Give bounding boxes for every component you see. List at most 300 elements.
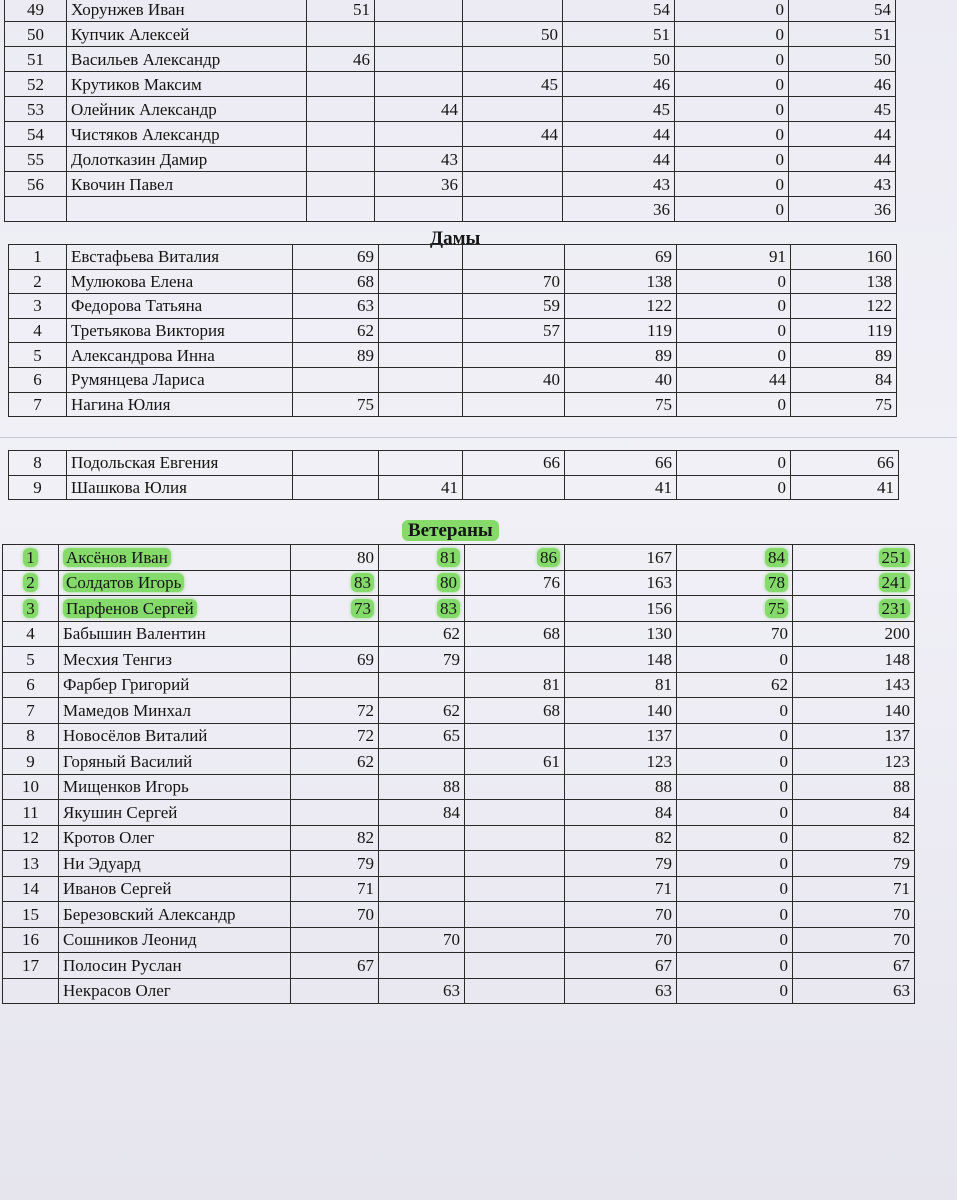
cell-no: 56 [5,172,67,197]
cell-bonus: 0 [675,22,789,47]
table-row [3,800,915,826]
cell-c2: 63 [379,978,465,1004]
cell-c3 [465,825,565,851]
cell-bonus: 0 [675,72,789,97]
table-row [5,47,896,72]
cell-c1: 62 [293,318,379,343]
cell-name: Александрова Инна [67,343,293,368]
cell-c2: 80 [379,570,465,596]
cell-sum: 138 [565,269,677,294]
cell-sum: 46 [563,72,675,97]
cell-c3 [465,953,565,979]
table-row [3,825,915,851]
cell-bonus: 0 [675,172,789,197]
cell-c1 [291,774,379,800]
cell-c3 [465,876,565,902]
cell-no: 5 [9,343,67,368]
cell-sum: 119 [565,318,677,343]
cell-bonus: 0 [677,647,793,673]
cell-sum: 40 [565,367,677,392]
table-row [9,392,897,417]
table-row [9,318,897,343]
cell-c2: 79 [379,647,465,673]
cell-c3 [465,647,565,673]
cell-c1 [307,72,375,97]
cell-total: 54 [789,0,896,22]
cell-sum: 71 [565,876,677,902]
cell-no: 52 [5,72,67,97]
cell-name: Кротов Олег [59,825,291,851]
cell-bonus: 0 [677,774,793,800]
cell-total: 50 [789,47,896,72]
cell-name [67,197,307,222]
cell-name: Ни Эдуард [59,851,291,877]
cell-name: Федорова Татьяна [67,294,293,319]
cell-sum: 81 [565,672,677,698]
cell-no: 3 [9,294,67,319]
cell-total: 82 [793,825,915,851]
cell-name: Аксёнов Иван [59,545,291,571]
cell-bonus: 0 [677,451,791,476]
cell-total: 119 [791,318,897,343]
cell-c3: 50 [463,22,563,47]
cell-c2: 83 [379,596,465,622]
cell-name: Новосёлов Виталий [59,723,291,749]
cell-c2: 62 [379,698,465,724]
table-row [3,851,915,877]
table-row [3,902,915,928]
cell-bonus: 0 [677,851,793,877]
cell-no: 15 [3,902,59,928]
cell-bonus: 0 [677,927,793,953]
cell-bonus: 0 [677,723,793,749]
cell-total: 43 [789,172,896,197]
cell-no: 14 [3,876,59,902]
cell-sum: 67 [565,953,677,979]
cell-no: 3 [3,596,59,622]
cell-sum: 54 [563,0,675,22]
cell-c2 [379,392,463,417]
cell-name: Шашкова Юлия [67,475,293,500]
table-row [5,97,896,122]
cell-total: 138 [791,269,897,294]
cell-c2 [379,953,465,979]
cell-total: 67 [793,953,915,979]
cell-sum: 70 [565,902,677,928]
cell-c3: 76 [465,570,565,596]
cell-sum: 123 [565,749,677,775]
cell-bonus: 0 [677,876,793,902]
cell-name: Долотказин Дамир [67,147,307,172]
cell-c3: 86 [465,545,565,571]
cell-sum: 156 [565,596,677,622]
cell-c1 [291,621,379,647]
cell-c2 [379,318,463,343]
cell-c2: 41 [379,475,463,500]
cell-name: Квочин Павел [67,172,307,197]
table-row [3,647,915,673]
cell-c1: 69 [293,245,379,270]
cell-c3 [465,723,565,749]
cell-c1: 83 [291,570,379,596]
table-row [3,672,915,698]
cell-bonus: 0 [675,197,789,222]
cell-c3: 45 [463,72,563,97]
cell-c2: 43 [375,147,463,172]
results-table-veterans [2,544,915,1004]
cell-c3 [465,800,565,826]
cell-sum: 70 [565,927,677,953]
cell-sum: 82 [565,825,677,851]
table-row [5,72,896,97]
table-row [3,698,915,724]
cell-total: 160 [791,245,897,270]
cell-sum: 63 [565,978,677,1004]
cell-sum: 41 [565,475,677,500]
cell-total: 251 [793,545,915,571]
cell-sum: 140 [565,698,677,724]
cell-name: Румянцева Лариса [67,367,293,392]
cell-no: 11 [3,800,59,826]
cell-name: Олейник Александр [67,97,307,122]
results-table-top [4,0,896,222]
cell-total: 46 [789,72,896,97]
cell-total: 122 [791,294,897,319]
cell-c3: 59 [463,294,565,319]
cell-no [3,978,59,1004]
cell-total: 44 [789,122,896,147]
cell-c1: 69 [291,647,379,673]
cell-sum: 122 [565,294,677,319]
cell-c3 [463,245,565,270]
cell-c2 [379,367,463,392]
cell-c2 [379,902,465,928]
cell-total: 70 [793,902,915,928]
cell-c2 [379,749,465,775]
cell-bonus: 84 [677,545,793,571]
cell-c2: 88 [379,774,465,800]
cell-c3: 57 [463,318,565,343]
table-row [3,570,915,596]
cell-no [5,197,67,222]
cell-name: Месхия Тенгиз [59,647,291,673]
cell-c2: 81 [379,545,465,571]
cell-no: 17 [3,953,59,979]
page-fold [0,437,957,438]
table-row [5,122,896,147]
cell-no: 50 [5,22,67,47]
cell-total: 123 [793,749,915,775]
cell-total: 231 [793,596,915,622]
cell-total: 51 [789,22,896,47]
cell-total: 75 [791,392,897,417]
cell-c1 [307,197,375,222]
cell-c3 [463,147,563,172]
cell-no: 9 [9,475,67,500]
cell-c2 [375,72,463,97]
cell-c3 [463,97,563,122]
cell-no: 1 [9,245,67,270]
cell-sum: 45 [563,97,675,122]
cell-name: Бабышин Валентин [59,621,291,647]
cell-c1: 62 [291,749,379,775]
cell-no: 1 [3,545,59,571]
cell-bonus: 0 [677,749,793,775]
cell-bonus: 0 [675,122,789,147]
cell-name: Фарбер Григорий [59,672,291,698]
cell-sum: 44 [563,147,675,172]
cell-bonus: 0 [675,147,789,172]
cell-bonus: 0 [675,47,789,72]
cell-total: 70 [793,927,915,953]
cell-bonus: 0 [677,475,791,500]
cell-sum: 75 [565,392,677,417]
cell-total: 148 [793,647,915,673]
cell-c3 [465,902,565,928]
cell-name: Солдатов Игорь [59,570,291,596]
cell-bonus: 70 [677,621,793,647]
cell-bonus: 0 [675,0,789,22]
cell-no: 51 [5,47,67,72]
cell-c1: 67 [291,953,379,979]
cell-bonus: 0 [677,698,793,724]
table-row [3,545,915,571]
table-row [9,475,899,500]
cell-c1 [291,978,379,1004]
cell-name: Мищенков Игорь [59,774,291,800]
cell-c2 [379,876,465,902]
cell-name: Евстафьева Виталия [67,245,293,270]
cell-c3 [465,596,565,622]
cell-total: 241 [793,570,915,596]
cell-name: Некрасов Олег [59,978,291,1004]
cell-name: Крутиков Максим [67,72,307,97]
table-row [9,294,897,319]
table-row [3,927,915,953]
cell-c3: 81 [465,672,565,698]
cell-no: 9 [3,749,59,775]
cell-name: Нагина Юлия [67,392,293,417]
table-row [9,269,897,294]
cell-total: 41 [791,475,899,500]
table-row [3,621,915,647]
cell-c3: 70 [463,269,565,294]
cell-c2: 84 [379,800,465,826]
cell-no: 49 [5,0,67,22]
cell-sum: 51 [563,22,675,47]
cell-name: Полосин Руслан [59,953,291,979]
cell-total: 88 [793,774,915,800]
cell-sum: 163 [565,570,677,596]
cell-total: 71 [793,876,915,902]
table-row [5,172,896,197]
cell-c1: 73 [291,596,379,622]
cell-name: Сошников Леонид [59,927,291,953]
table-row [3,749,915,775]
cell-sum: 69 [565,245,677,270]
cell-c3: 66 [463,451,565,476]
cell-total: 84 [791,367,897,392]
cell-c3 [463,197,563,222]
cell-no: 55 [5,147,67,172]
cell-c2: 62 [379,621,465,647]
cell-c3 [465,978,565,1004]
cell-total: 143 [793,672,915,698]
cell-sum: 50 [563,47,675,72]
cell-c2 [379,851,465,877]
results-table-ladies-continued [8,450,899,500]
cell-c1: 46 [307,47,375,72]
cell-c2 [379,451,463,476]
table-row [9,245,897,270]
cell-name: Мулюкова Елена [67,269,293,294]
cell-c2 [375,122,463,147]
cell-c3 [463,172,563,197]
cell-bonus: 0 [677,294,791,319]
section-title-ladies: Дамы [430,228,481,249]
cell-sum: 148 [565,647,677,673]
cell-c2 [379,825,465,851]
cell-sum: 167 [565,545,677,571]
table-row [5,197,896,222]
cell-total: 66 [791,451,899,476]
cell-c1 [307,172,375,197]
cell-c2 [379,343,463,368]
cell-sum: 44 [563,122,675,147]
cell-name: Парфенов Сергей [59,596,291,622]
cell-sum: 66 [565,451,677,476]
cell-c1: 72 [291,723,379,749]
cell-c1 [293,475,379,500]
results-table-ladies [8,244,897,417]
cell-no: 2 [3,570,59,596]
cell-c1: 72 [291,698,379,724]
cell-total: 63 [793,978,915,1004]
cell-c2 [379,294,463,319]
table-row [5,147,896,172]
cell-bonus: 0 [677,800,793,826]
cell-bonus: 0 [677,978,793,1004]
cell-c1: 71 [291,876,379,902]
cell-sum: 130 [565,621,677,647]
cell-no: 4 [9,318,67,343]
cell-no: 54 [5,122,67,147]
cell-bonus: 44 [677,367,791,392]
cell-c2 [375,197,463,222]
cell-no: 13 [3,851,59,877]
cell-c1: 80 [291,545,379,571]
table-row [3,953,915,979]
cell-bonus: 0 [677,392,791,417]
cell-sum: 137 [565,723,677,749]
section-title-veterans: Ветераны [402,520,499,542]
cell-bonus: 0 [677,318,791,343]
cell-sum: 43 [563,172,675,197]
cell-c3 [465,774,565,800]
cell-c1 [293,451,379,476]
cell-c3 [463,47,563,72]
cell-c1 [293,367,379,392]
cell-sum: 89 [565,343,677,368]
cell-c1: 68 [293,269,379,294]
cell-c1 [307,97,375,122]
table-row [3,723,915,749]
cell-c3 [465,851,565,877]
cell-name: Подольская Евгения [67,451,293,476]
table-row [3,978,915,1004]
cell-c1: 70 [291,902,379,928]
cell-c2: 70 [379,927,465,953]
cell-name: Мамедов Минхал [59,698,291,724]
cell-c1: 75 [293,392,379,417]
cell-c1: 79 [291,851,379,877]
cell-no: 5 [3,647,59,673]
cell-c3: 40 [463,367,565,392]
cell-total: 44 [789,147,896,172]
cell-bonus: 91 [677,245,791,270]
cell-c1: 51 [307,0,375,22]
cell-no: 10 [3,774,59,800]
cell-c3: 61 [465,749,565,775]
cell-bonus: 78 [677,570,793,596]
cell-total: 84 [793,800,915,826]
cell-no: 16 [3,927,59,953]
cell-no: 53 [5,97,67,122]
cell-bonus: 75 [677,596,793,622]
cell-sum: 79 [565,851,677,877]
cell-c1: 82 [291,825,379,851]
cell-c2 [375,0,463,22]
cell-c3: 68 [465,621,565,647]
cell-c2 [379,269,463,294]
cell-c1 [291,927,379,953]
cell-c1 [307,147,375,172]
table-row [9,451,899,476]
cell-c1 [291,672,379,698]
cell-c1 [307,22,375,47]
cell-c3 [463,475,565,500]
cell-c2 [375,22,463,47]
cell-bonus: 0 [677,953,793,979]
cell-c3: 44 [463,122,563,147]
cell-no: 7 [3,698,59,724]
cell-c2 [379,672,465,698]
cell-c3 [463,392,565,417]
cell-sum: 36 [563,197,675,222]
cell-name: Хорунжев Иван [67,0,307,22]
cell-sum: 88 [565,774,677,800]
cell-c1: 89 [293,343,379,368]
cell-total: 137 [793,723,915,749]
table-row [9,343,897,368]
cell-c2 [375,47,463,72]
cell-c1 [307,122,375,147]
cell-c1 [291,800,379,826]
cell-no: 6 [3,672,59,698]
cell-c2: 65 [379,723,465,749]
cell-no: 12 [3,825,59,851]
cell-name: Якушин Сергей [59,800,291,826]
table-row [3,774,915,800]
table-row [9,367,897,392]
cell-name: Васильев Александр [67,47,307,72]
cell-name: Купчик Алексей [67,22,307,47]
cell-sum: 84 [565,800,677,826]
cell-c3 [463,0,563,22]
table-row [3,596,915,622]
table-row [3,876,915,902]
cell-name: Иванов Сергей [59,876,291,902]
